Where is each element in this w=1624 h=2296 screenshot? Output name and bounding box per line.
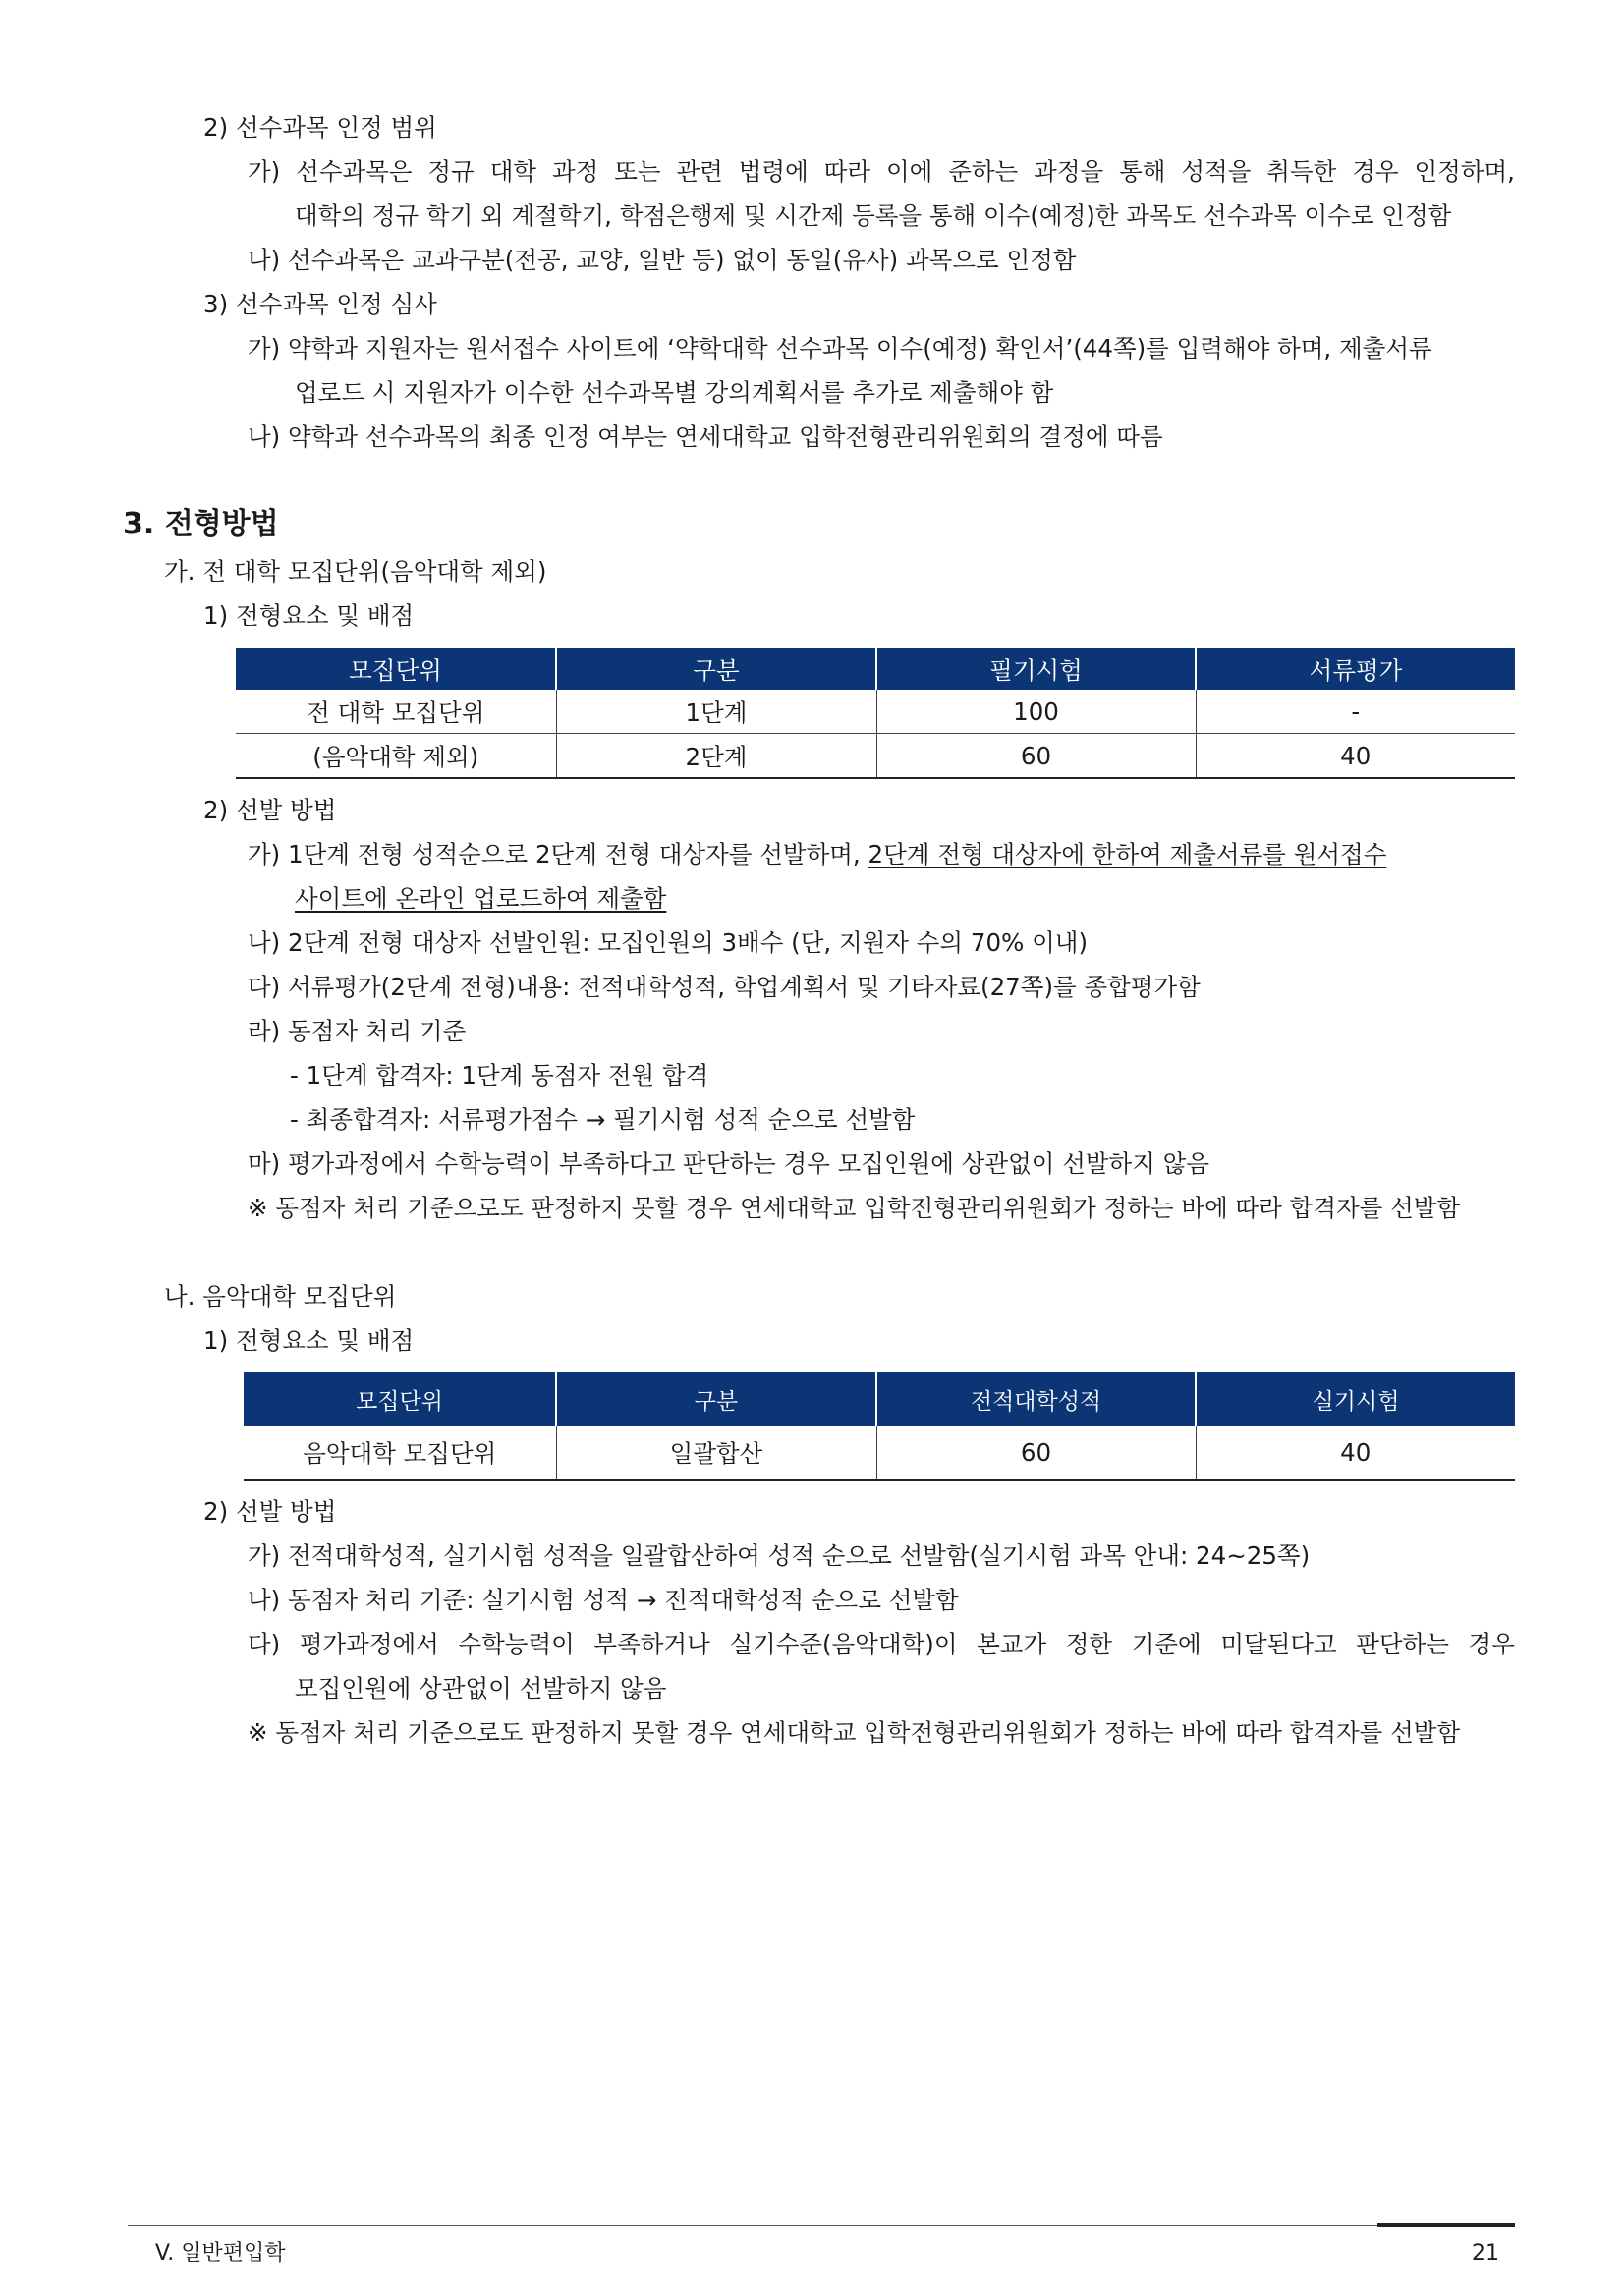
- word: 수학능력이: [458, 1630, 575, 1658]
- table-cell: 음악대학 모집단위: [244, 1426, 556, 1480]
- subheading-elements-2: 1) 전형요소 및 배점: [203, 1326, 415, 1355]
- paragraph-review-ga-line1: 가) 약학과 지원자는 원서접수 사이트에 ‘약학대학 선수과목 이수(예정) 확인서’(44쪽)를 입력해야 하며, 제출서류: [248, 334, 1432, 363]
- paragraph-prereq-ga-line2: 대학의 정규 학기 외 계절학기, 학점은행제 및 시간제 등록을 통해 이수(예정)한 과목도 선수과목 이수로 인정함: [295, 201, 1452, 230]
- paragraph-prereq-ga-line1: [248, 155, 1515, 189]
- paragraph-selection-ma: 마) 평가과정에서 수학능력이 부족하다고 판단하는 경우 모집인원에 상관없이 선발하지 않음: [248, 1149, 1209, 1178]
- paragraph-review-na: 나) 약학과 선수과목의 최종 인정 여부는 연세대학교 입학전형관리위원회의 결정에 따름: [248, 422, 1163, 451]
- word: 다): [248, 1630, 281, 1658]
- word: 따라: [823, 157, 871, 186]
- selection-ga-underlined: 2단계 전형 대상자에 한하여 제출서류를 원서접수: [868, 840, 1387, 868]
- word: 법령에: [738, 157, 809, 186]
- subsection-ga-title: 가. 전 대학 모집단위(음악대학 제외): [164, 557, 547, 586]
- word: 정한: [1065, 1630, 1113, 1658]
- paragraph-selection-na: 나) 2단계 전형 대상자 선발인원: 모집인원의 3배수 (단, 지원자 수의 70% 이내): [248, 928, 1089, 957]
- word: 또는: [614, 157, 661, 186]
- subsection-na-title: 나. 음악대학 모집단위: [164, 1282, 397, 1311]
- paragraph-prereq-na: 나) 선수과목은 교과구분(전공, 교양, 일반 등) 없이 동일(유사) 과목으로 인정함: [248, 246, 1077, 274]
- column-header: 전적대학성적: [876, 1372, 1196, 1426]
- word: 판단하는: [1356, 1630, 1449, 1658]
- paragraph-selection-ga-line2: 사이트에 온라인 업로드하여 제출함: [295, 884, 667, 913]
- word: 실기수준(음악대학)이: [729, 1630, 958, 1658]
- selection-ga-text: 가) 1단계 전형 성적순으로 2단계 전형 대상자를 선발하며,: [248, 840, 861, 868]
- subheading-prereq-review: 3) 선수과목 인정 심사: [203, 290, 437, 318]
- note-tie-2: ※ 동점자 처리 기준으로도 판정하지 못할 경우 연세대학교 입학전형관리위원회가 정하는 바에 따라 합격자를 선발함: [248, 1718, 1461, 1747]
- word: 경우: [1352, 157, 1399, 186]
- table-cell: 40: [1196, 734, 1515, 779]
- paragraph-music-ga: 가) 전적대학성적, 실기시험 성적을 일괄합산하여 성적 순으로 선발함(실기시험 과목 안내: 24~25쪽): [248, 1541, 1311, 1570]
- word: 대학: [489, 157, 537, 186]
- word: 인정하며,: [1414, 157, 1515, 186]
- table-header-row: [244, 1372, 1515, 1426]
- table-cell: 일괄합산: [556, 1426, 876, 1480]
- paragraph-tie-rule-2: - 최종합격자: 서류평가점수 → 필기시험 성적 순으로 선발함: [290, 1105, 916, 1134]
- word: 정규: [427, 157, 475, 186]
- word: 이에: [885, 157, 933, 186]
- footer-accent-bar: [1377, 2223, 1515, 2227]
- column-header: 구분: [556, 1372, 876, 1426]
- subheading-selection-2: 2) 선발 방법: [203, 1497, 337, 1526]
- paragraph-review-ga-line2: 업로드 시 지원자가 이수한 선수과목별 강의계획서를 추가로 제출해야 함: [295, 378, 1054, 407]
- paragraph-selection-ga-line1: [248, 838, 1515, 871]
- subheading-selection-1: 2) 선발 방법: [203, 796, 337, 824]
- paragraph-tie-rule-1: - 1단계 합격자: 1단계 동점자 전원 합격: [290, 1061, 709, 1090]
- section-title: 3. 전형방법: [123, 507, 279, 541]
- word: 가): [248, 157, 281, 186]
- column-header: 서류평가: [1196, 648, 1515, 690]
- word: 성적을: [1181, 157, 1252, 186]
- footer-chapter: V. 일반편입학: [155, 2241, 286, 2266]
- table-cell: 60: [876, 734, 1196, 779]
- table-cell: 100: [876, 690, 1196, 734]
- paragraph-music-da-line2: 모집인원에 상관없이 선발하지 않음: [295, 1674, 667, 1703]
- word: 선수과목은: [296, 157, 413, 186]
- column-header: 구분: [556, 648, 876, 690]
- table-cell: 40: [1196, 1426, 1515, 1480]
- word: 통해: [1119, 157, 1166, 186]
- paragraph-selection-ra: 라) 동점자 처리 기준: [248, 1017, 467, 1045]
- table-row: [236, 734, 1515, 779]
- paragraph-selection-da: 다) 서류평가(2단계 전형)내용: 전적대학성적, 학업계획서 및 기타자료(27쪽)를 종합평가함: [248, 973, 1201, 1001]
- word: 본교가: [977, 1630, 1047, 1658]
- scoring-table-2: [244, 1372, 1515, 1481]
- subheading-elements-1: 1) 전형요소 및 배점: [203, 601, 415, 630]
- column-header: 모집단위: [236, 648, 556, 690]
- table-cell: 1단계: [556, 690, 876, 734]
- word: 과정: [551, 157, 599, 186]
- word: 취득한: [1266, 157, 1337, 186]
- column-header: 실기시험: [1196, 1372, 1515, 1426]
- word: 과정을: [1034, 157, 1104, 186]
- table-row: [236, 690, 1515, 734]
- scoring-table-1: [236, 648, 1515, 779]
- column-header: 필기시험: [876, 648, 1196, 690]
- subheading-prereq-scope: 2) 선수과목 인정 범위: [203, 113, 437, 141]
- table-cell: -: [1196, 690, 1515, 734]
- word: 관련: [676, 157, 723, 186]
- word: 평가과정에서: [299, 1630, 439, 1658]
- page-number: 21: [1472, 2241, 1499, 2266]
- word: 부족하거나: [593, 1630, 710, 1658]
- table-header-row: [236, 648, 1515, 690]
- table-cell-unit-line2: (음악대학 제외): [236, 734, 556, 779]
- table-row: [244, 1426, 1515, 1480]
- table-cell: 2단계: [556, 734, 876, 779]
- word: 기준에: [1131, 1630, 1202, 1658]
- column-header: 모집단위: [244, 1372, 556, 1426]
- paragraph-music-da-line1: [248, 1628, 1515, 1661]
- table-cell-unit-line1: 전 대학 모집단위: [236, 690, 556, 734]
- word: 미달된다고: [1220, 1630, 1337, 1658]
- paragraph-music-na: 나) 동점자 처리 기준: 실기시험 성적 → 전적대학성적 순으로 선발함: [248, 1586, 959, 1614]
- word: 준하는: [948, 157, 1019, 186]
- footer-divider: [128, 2225, 1515, 2226]
- table-cell: 60: [876, 1426, 1196, 1480]
- word: 경우: [1468, 1630, 1515, 1658]
- note-tie-1: ※ 동점자 처리 기준으로도 판정하지 못할 경우 연세대학교 입학전형관리위원회가 정하는 바에 따라 합격자를 선발함: [248, 1194, 1461, 1222]
